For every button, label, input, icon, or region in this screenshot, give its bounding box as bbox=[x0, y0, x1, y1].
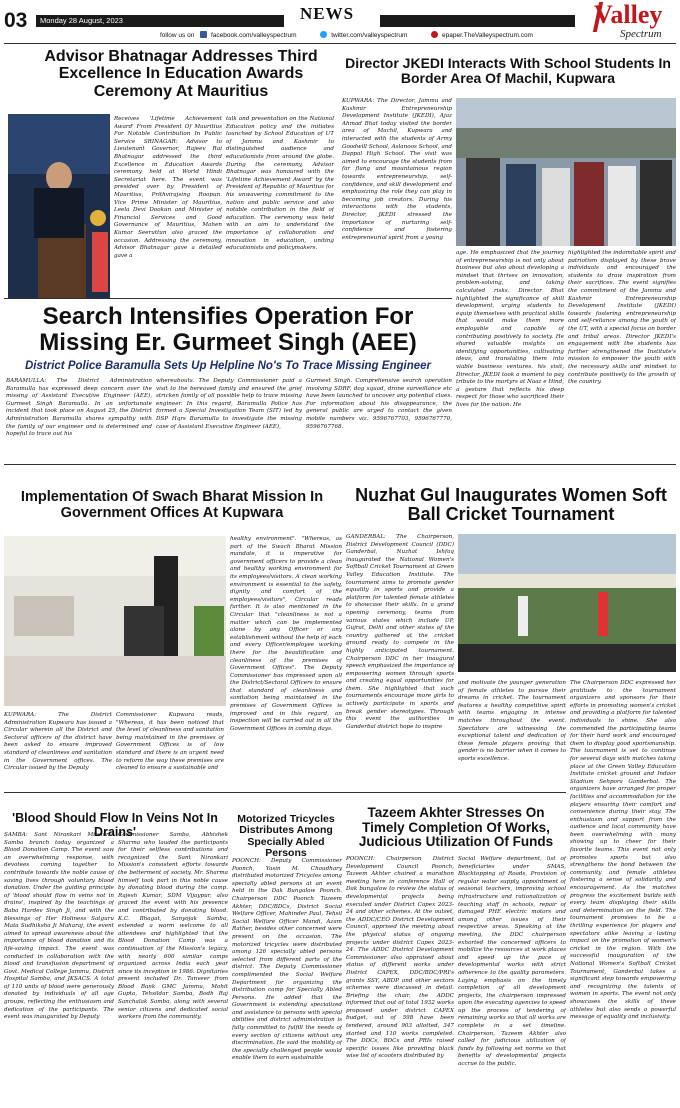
follow-label: follow us on bbox=[160, 32, 195, 39]
emblem-icon bbox=[90, 210, 106, 226]
section-title: NEWS bbox=[300, 4, 355, 23]
a1-headline: Advisor Bhatnagar Addresses Third Excellence In Education Awards Ceremony At Mauritius bbox=[44, 48, 318, 100]
section-band bbox=[380, 15, 575, 27]
epaper-link[interactable]: epaper.TheValleyspectrum.com bbox=[442, 32, 533, 39]
a3-headline: Search Intensifies Operation For Missing Er. Gurmeet Singh (AEE) bbox=[39, 303, 417, 356]
a3-body-col2: whereabouts. The Deputy Commissioner paid a visit to the bereaved family and ensured the grief stricken family of all possible help to trace missing engineer. In this regard, Baramulla Police has formed a Special Investigation Team (SIT) led by DSP Hqrs Baramulla to investigate the missing case of Assistant Executive Engineer (AEE), bbox=[156, 378, 302, 430]
lower-rule bbox=[4, 792, 566, 793]
a8-body-col2: Social Welfare department, list of beneficiaries under SMAS, Blacktopping of Roads, Provision of regular water supply, appointment of seasonal teachers, improving school infrastructure and rationalization of teaching staff in schools, repair of damaged PHE electric motors and among other issues of their respective areas. Speaking at the meeting, the DDC chairperson exhorted the concerned officers to mobilize the resources at work places and speed up the pace of developmental works with strict adherence to the quality parameters. Laying emphasis on the timely completion of all development projects, the chairperson impressed upon the executing agencies to speed up the process of tendering of remaining works so that all works are complete in a set timeline. Chairperson, Tazeem Akhter also called for judicious utilization of funds by following set norms so that benefits of developmental projects accrue to the public. bbox=[458, 856, 566, 1068]
a6-body-col1: SAMBA: Sant Nirankari Mission's Samba branch today organized a Blood Donation Camp. The event saw an overwhelming response, with devotees coming together to contribute towards the noble cause of saving lives through voluntary blood donation. Under the guiding principle of 'blood should flow in veins not in drains', inspired by the teachings of Baba Hardev Singh Ji, and with the blessings of Her Holiness Satguru Mata Sudhiksha Ji Maharaj, the event aimed to spread awareness about the importance of blood donation and its life-saving impact. The event was conducted in collaboration with the blood and transfusion department of Govt. Medical College Jammu, District Hospital Samba, and JKSACS. A total of 110 units of blood were generously donated by individuals of all age groups, reflecting the enthusiasm and dedication of the participants. The event was inaugurated by Deputy bbox=[4, 832, 114, 1021]
a6-headline: 'Blood Should Flow In Veins Not In Drains' bbox=[12, 811, 218, 839]
a6-body-col2: Commissioner Samba, Abhishek Sharma who lauded the participants for their selfless contributions and recognized the Sant Nirankari Mission's consistent efforts towards the betterment of society. Mr. Sharma himself took part in this noble cause by donating blood during the camp. Rajesh Kumar, SDM Vijaypur, also graced the event with his presence and contributed by donating blood. K.C. Bhagat, Sanyojak Samba, extended a warm welcome to all attendees and highlighted that the Blood Donation Camp was a continuation of the Mission's legacy, with nearly 600 similar camps organized across India each year since its inception in 1986. Dignitaries present included Dr. Tanveer from Blood Bank GMC Jammu, Mohit Gupta, Tehsildar Samba, Bodh Raj Sanchalak Samba, along with several senior citizens and dedicated social workers from the community. bbox=[118, 832, 228, 1021]
a2-body-col3: highlighted the indomitable spirit and patriotism displayed by these brave individuals and encouraged the students to draw inspiration from their sacrifices. The event signifies the commitment of the Jammu and Kashmir Entrepreneurship Development Institute (JKEDI) towards fostering entrepreneurship and self-reliance among the youth of the UT, with a special focus on border and tribal areas. Director JKEDI's engagement with the students has further strengthened the Institute's mission to empower the youth with the necessary skills and mindset to contribute positively to the growth of the country. bbox=[568, 250, 676, 386]
a4-photo bbox=[4, 536, 226, 706]
date-band bbox=[36, 15, 284, 27]
a2-body-col1: KUPWARA: The Director, Jammu and Kashmir Entrepreneurship Development Institute (JKEDI), Ajaz Ahmad Bhat today visited the border area of Machil, Kupwara and interacted with the students of Army Goodwill School, Aslanoos School, and Dappal High School. The visit was aimed to encourage the students from far flung and mountainous region towards entrepreneurship, self-confidence, and skill development and emphasizing the role they can play in becoming job creators. During his interactions with the students, Director, JKEDI stressed the importance of nurturing self-confidence and fostering entrepreneurial spirit from a young bbox=[342, 98, 452, 241]
twitter-link[interactable]: twitter.com/valleyspectrum bbox=[331, 32, 408, 39]
a4-body-col2: Commissioner Kupwara reads, "Whereas, it has been noticed that the level of cleanliness and sanitation being maintained in the premises of Government Offices is of low standard and there is an urgent need to reform the way these premises are cleaned to ensure a sustainable and bbox=[116, 712, 224, 772]
valley-logo bbox=[580, 0, 680, 42]
a4-body-col3: healthy environment". "Whereas, as part of the Swach Bharat Mission mandate, it is imperative for government officers to provide a clean and healthy working environment for its employees/visitors. A clean working environment is essential to the safety, dignity and comfort of the employees/visitors", Circular reads further. It is also mentioned in the Circular that "cleanliness is not a matter which can be implemented alone by any Officer or any establishment without the help of each and every Officer/employee working there for the beautification and cleanliness of the premises of Government Offices". The Deputy Commissioner has impressed upon all the District/Sectoral Officers to ensure that standard of cleanliness and sanitation being maintained in the premises of Government Offices is improved and in this regard, an inspection will be carried out in all the Government Offices in coming days. bbox=[230, 536, 342, 732]
a5-photo bbox=[458, 534, 676, 672]
facebook-link[interactable]: facebook.com/valleyspectrum bbox=[210, 32, 297, 39]
facebook-icon bbox=[200, 31, 207, 38]
masthead-divider bbox=[4, 43, 676, 44]
a2-body-col2: age. He emphasized that the journey of entrepreneurship is not only about business but also about developing a mindset that thrives on innovation, problem-solving, and taking calculated risks. Director Bhat highlighted the significance of skill development, urging students to equip themselves with practical skills that would make them more employable and capable of contributing positively to society. He shared valuable insights on identifying opportunities, cultivating ideas, and translating them into viable business ventures. his visit, Director, JKEDI took a moment to pay tribute to the martyrs at Naaz e Hind, a gesture that reflects his deep respect for those who sacrificed their lives for the nation. He bbox=[456, 250, 564, 408]
a3-subhead: District Police Baramulla Sets Up Helpline No's To Trace Missing Engineer bbox=[25, 360, 431, 372]
page-number: 03 bbox=[4, 9, 28, 32]
a8-body-col1: POONCH: Chairperson District Development Council Poonch, Tazeem Akhter chaired a marathon meeting here in conference Hall of Dak bungalow to review the status of developmental projects being executed under District Capex 2023-24 and other schemes. At the outset, the ADDC/CEO District Development Council, apprised the meeting about the physical status of ongoing projects under district Capex 2023-24. The ADDC District Development Commissioner also appraised about status of different works under District CAPEX, DDC/BDC/PRI's grants SSY, ABDP and other sectors schemes were discussed in detail. Briefing the chair, the ADDC informed that out of total 1932 works proposed under district CAPEX budget, out of 598 have been tendered, around 903 allotted, 347 started and 110 works completed. The DDCs, BDCs and PRIs raised specific issues like providing black wise list of scooters distributed by bbox=[346, 856, 454, 1060]
a1-body-col2: talk and presentation on the National Education policy and the initiates launched by School Education of UT of Jammu and Kashmir to distinguished audience and educationists from around the globe. During the ceremony, Advisor Bhatnagar was honoured with the 'Lifetime Achievement Award' by the President of Republic of Mauritius for his unwavering commitment to the nation and public service and also notable contribution in the field of education. The ceremony was held with an aim to understand the importance of collaboration and innovation in education, uniting educationists and policymakers. bbox=[226, 116, 334, 252]
a4-headline: Implementation Of Swach Bharat Mission In Government Offices At Kupwara bbox=[20, 489, 324, 521]
a3-top-rule bbox=[4, 298, 452, 299]
a8-headline: Tazeem Akhter Stresses On Timely Completion Of Works, Judicious Utilization Of Funds bbox=[358, 805, 554, 850]
a1-photo bbox=[8, 114, 110, 298]
a7-body-col1: POONCH: Deputy Commissioner Poonch, Yasin M. Choudhary distributed motorized Tricycles among specially abled persons at an event held in the Dak Bungalow Poonch. Chairperson DDC Poonch Tazeem Akhter, DDC/BDCs, District Social Welfare Officer, Mahinder Paul, Tehsil Social Welfare Officer Mandi, Azam Rather, besides other concerned were present on the occasion. The motorized tricycles were distributed among 126 specially abled persons selected from different parts of the district. The Deputy Commissioner complimented the Social Welfare Department for organizing the distribution camp for Specially Abled Persons. He added that the Government is extending specialized and assistance to persons with special abilities and district administration is fully committed to fulfill the needs of every section of citizens without any discrimination. He said the mobility of the specially challenged people would enable them to earn sustainable bbox=[232, 858, 342, 1062]
a5-body-col3: The Chairperson DDC expressed her gratitude to the tournament organizers and sponsors for their efforts in promoting women's cricket and providing a platform for talented individuals to shine. She also commended the participating teams for their hard work and encouraged them to display good sportsmanship. The tournament is set to continue for several days with matches taking place at the Green Valley Education Institute cricket ground and Indoor Stadium Sehpora Ganderbal. The organizers have arranged for proper facilities and accommodation for the players ensuring their comfort and convenience during their stay. The enthusiasm and support from the audience and local community have been overwhelming with many showing up to cheer for their favorite teams. This event not only promotes sports but also strengthens the bond between the community and female athletes fostering a sense of solidarity and encouragement. As the matches progress the excitement builds with every team displaying their skills and determination on the field. The tournament promises to be a thrilling experience for players and spectators alike leaving a lasting impact on the promotion of women's cricket in the region. With the successful inauguration of the National Women's Softball Cricket Tournament, Ganderbal takes a significant step towards empowering and recognizing the talents of women in sports. The event not only showcases the skills of these athletes but also sends a powerful message of equality and inclusivity. bbox=[570, 680, 676, 1021]
a4-body-col1: KUPWARA: The District Administration Kupwara has issued a Circular wherein all the District and Sectoral officers of the district have been asked to ensure improved standard of cleanliness and sanitation in the Government offices. The Circular issued by the Deputy bbox=[4, 712, 112, 772]
logo-word: Valley bbox=[594, 0, 663, 29]
a2-photo bbox=[456, 98, 676, 246]
logo-sub: Spectrum bbox=[620, 28, 662, 40]
a5-body-col1: GANDERBAL: The Chairperson, District Development Council (DDC) Ganderbal, Nuzhat Ishfaq inaugurated the National Women's Softball Cricket Tournament at Green Valley Education Institute. The tournament aims to promote gender equality in sports and provide a platform for talented female athletes to showcase their skills. In a grand opening ceremony, teams from various states which include UP, Gujrat, Delhi and other states of the country gathered at the cricket ground ready to compete in the highly anticipated tournament. Chairperson DDC in her inaugural speech emphasized the importance of empowering women through sports and creating equal opportunities for them. She highlighted that such tournaments encourage more girls to actively participate in sports and break gender stereotypes. Through this event the authorities in Ganderbal district hope to inspire bbox=[346, 534, 454, 730]
masthead bbox=[0, 0, 680, 44]
epaper-icon bbox=[431, 31, 438, 38]
a1-body-col1: Receives 'Lifetime Achievement Award' From President Of Mauritius For Notable Contribution In Public Service SRINAGAR: Advisor to Lieutenant Governor, Rajeev Rai Bhatnagar addressed the third Excellence in Education Awards ceremony held at World Hindi Secretariat here. The event was presided over by President of Mauritius, Prithvirajsing Roopun. Vice Prime Minister of Mauritius, Leela Devi Dookun and Minister of Financial Services and Good Governance of Mauritius, Mahen Kumar Seeruttun also graced the occasion. Addressing the ceremony, Advisor Bhatnagar gave a detailed gave a bbox=[114, 116, 222, 259]
a5-body-col2: and motivate the younger generation of female athletes to pursue their dreams in cricket. The tournament features a healthy competitive spirit with teams engaging in intense matches throughout the event. Spectators are witnessing the exceptional talent and dedication of these female players proving that gender is no barrier when it comes to sports excellence. bbox=[458, 680, 566, 762]
a5-headline: Nuzhat Gul Inaugurates Women Soft Ball Cricket Tournament bbox=[355, 485, 667, 525]
a7-headline: Motorized Tricycles Distributes Among Specially Abled Persons bbox=[237, 813, 335, 859]
a3-body-col3: Gurmeet Singh. Comprehensive search operation involving SDRF, dog squad, drone surveillance etc have been launched to uncover any potential clues. For information about his disappearance, the general public are urged to contact the given mobile numbers viz. 9596767703, 9596767770, 9596767768. bbox=[306, 378, 452, 430]
twitter-icon bbox=[320, 31, 327, 38]
date-label: Monday 28 August, 2023 bbox=[40, 16, 123, 25]
mid-rule bbox=[4, 464, 676, 465]
a2-headline: Director JKEDI Interacts With School Students In Border Area Of Machil, Kupwara bbox=[345, 55, 671, 87]
social-row bbox=[160, 31, 580, 41]
a3-body-col1: BARAMULLA: The District Administration Baramulla has expressed deep concern over the missing of Assistant Executive Engineer (AEE), Gurmeet Singh Baramulla. In an unfortunate incident that took place on August 25, the District Administration Baramulla shares sympathy with the family of our engineer and is determined and hopeful to trace out his bbox=[6, 378, 152, 438]
